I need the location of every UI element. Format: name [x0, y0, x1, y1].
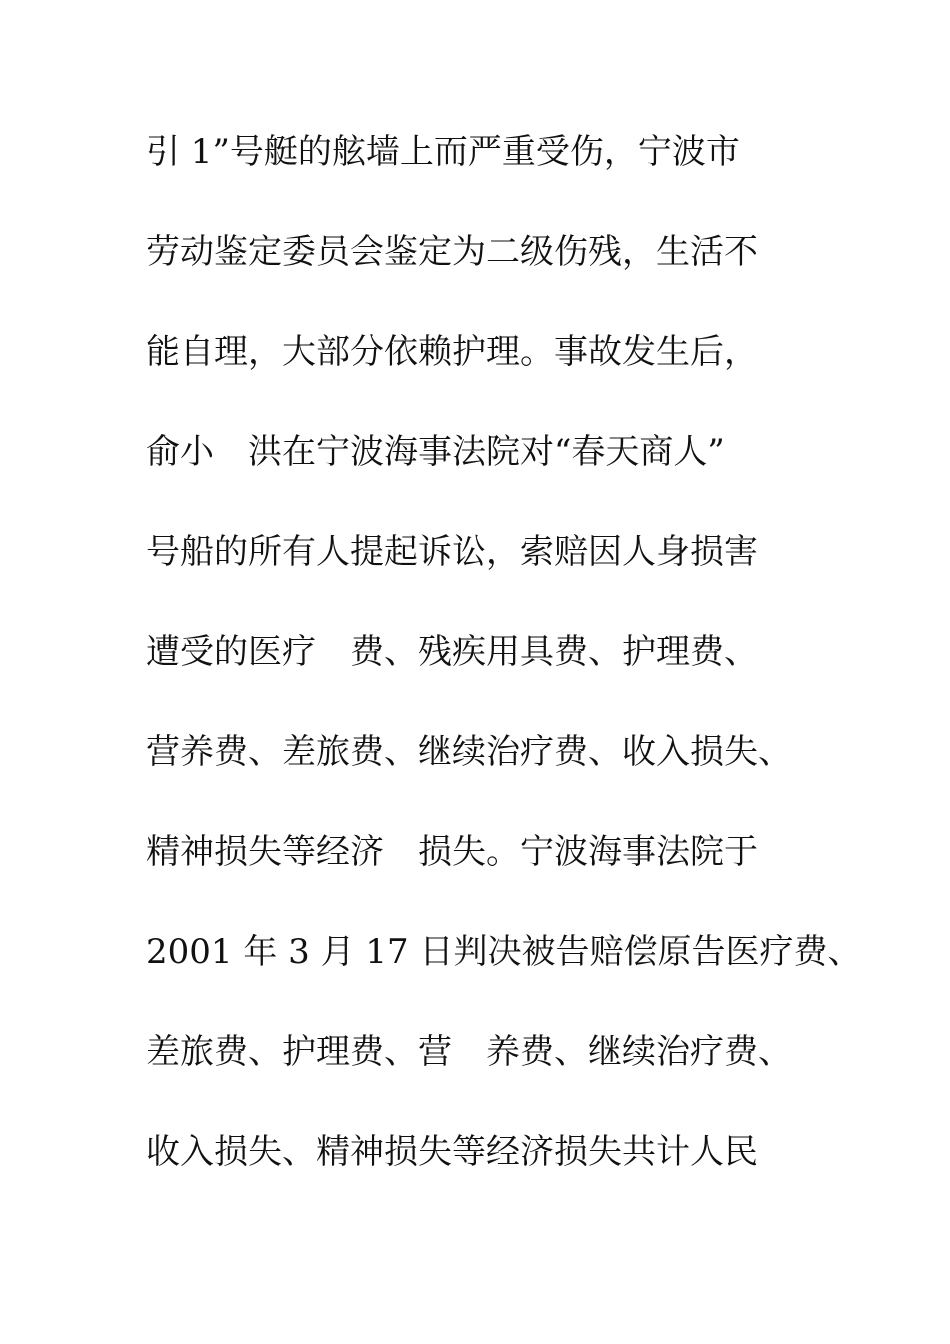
text-line: 营养费、差旅费、继续治疗费、收入损失、 — [146, 732, 792, 772]
text-line: 差旅费、护理费、营 养费、继续治疗费、 — [146, 1032, 792, 1072]
text-line: 收入损失、精神损失等经济损失共计人民 — [146, 1132, 758, 1172]
text-line: 遭受的医疗 费、残疾用具费、护理费、 — [146, 632, 758, 672]
text-line: 引 1”号艇的舷墙上而严重受伤，宁波市 — [146, 132, 740, 172]
text-line: 精神损失等经济 损失。宁波海事法院于 — [146, 832, 758, 872]
text-line: 俞小 洪在宁波海事法院对“春天商人” — [146, 432, 725, 472]
text-line: 能自理，大部分依赖护理。事故发生后， — [146, 332, 758, 372]
text-line: 号船的所有人提起诉讼，索赔因人身损害 — [146, 532, 758, 572]
text-line: 2001 年 3 月 17 日判决被告赔偿原告医疗费、 — [146, 932, 862, 972]
body-text — [146, 124, 862, 1224]
text-line: 劳动鉴定委员会鉴定为二级伤残，生活不 — [146, 232, 758, 272]
